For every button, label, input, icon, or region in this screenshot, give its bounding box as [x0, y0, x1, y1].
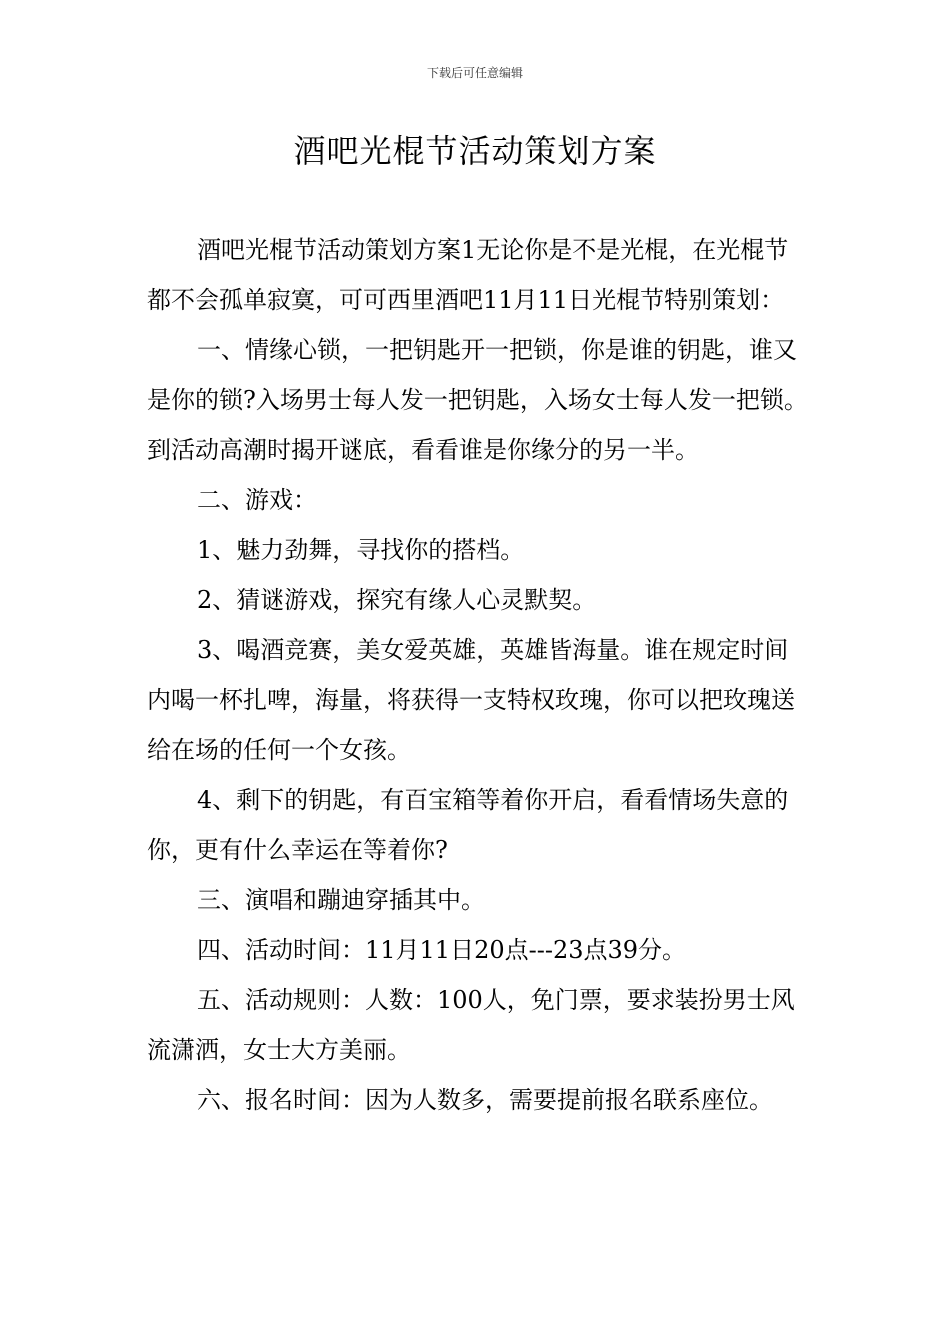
paragraph-game-2: 2、猜谜游戏，探究有缘人心灵默契。: [197, 586, 597, 614]
paragraph-section-4: 四、活动时间：11月11日20点---23点39分。: [197, 936, 687, 964]
paragraph-game-3: 3、喝酒竞赛，美女爱英雄，英雄皆海量。谁在规定时间内喝一杯扎啤，海量，将获得一支特权玫瑰，你可以把玫瑰送给在场的任何一个女孩。: [147, 636, 795, 764]
page-header-note: 下载后可任意编辑: [426, 66, 523, 80]
paragraph-section-5: 五、活动规则：人数：100人，免门票，要求装扮男士风流潇洒，女士大方美丽。: [147, 986, 795, 1064]
paragraph-section-6: 六、报名时间：因为人数多，需要提前报名联系座位。: [197, 1086, 773, 1114]
paragraph-section-1: 一、情缘心锁，一把钥匙开一把锁，你是谁的钥匙，谁又是你的锁?入场男士每人发一把钥匙，入场女士每人发一把锁。到活动高潮时揭开谜底，看看谁是你缘分的另一半。: [147, 336, 808, 464]
document-body: [147, 225, 809, 1125]
document-title: 酒吧光棍节活动策划方案: [293, 132, 657, 170]
paragraph-game-1: 1、魅力劲舞，寻找你的搭档。: [197, 536, 525, 564]
paragraph-game-4: 4、剩下的钥匙，有百宝箱等着你开启，看看情场失意的你，更有什么幸运在等着你?: [147, 786, 789, 864]
paragraph-intro: 酒吧光棍节活动策划方案1无论你是不是光棍，在光棍节都不会孤单寂寞，可可西里酒吧11月11日光棍节特别策划：: [147, 236, 789, 314]
paragraph-section-3: 三、演唱和蹦迪穿插其中。: [197, 886, 485, 914]
paragraph-section-2-heading: 二、游戏：: [197, 486, 317, 514]
